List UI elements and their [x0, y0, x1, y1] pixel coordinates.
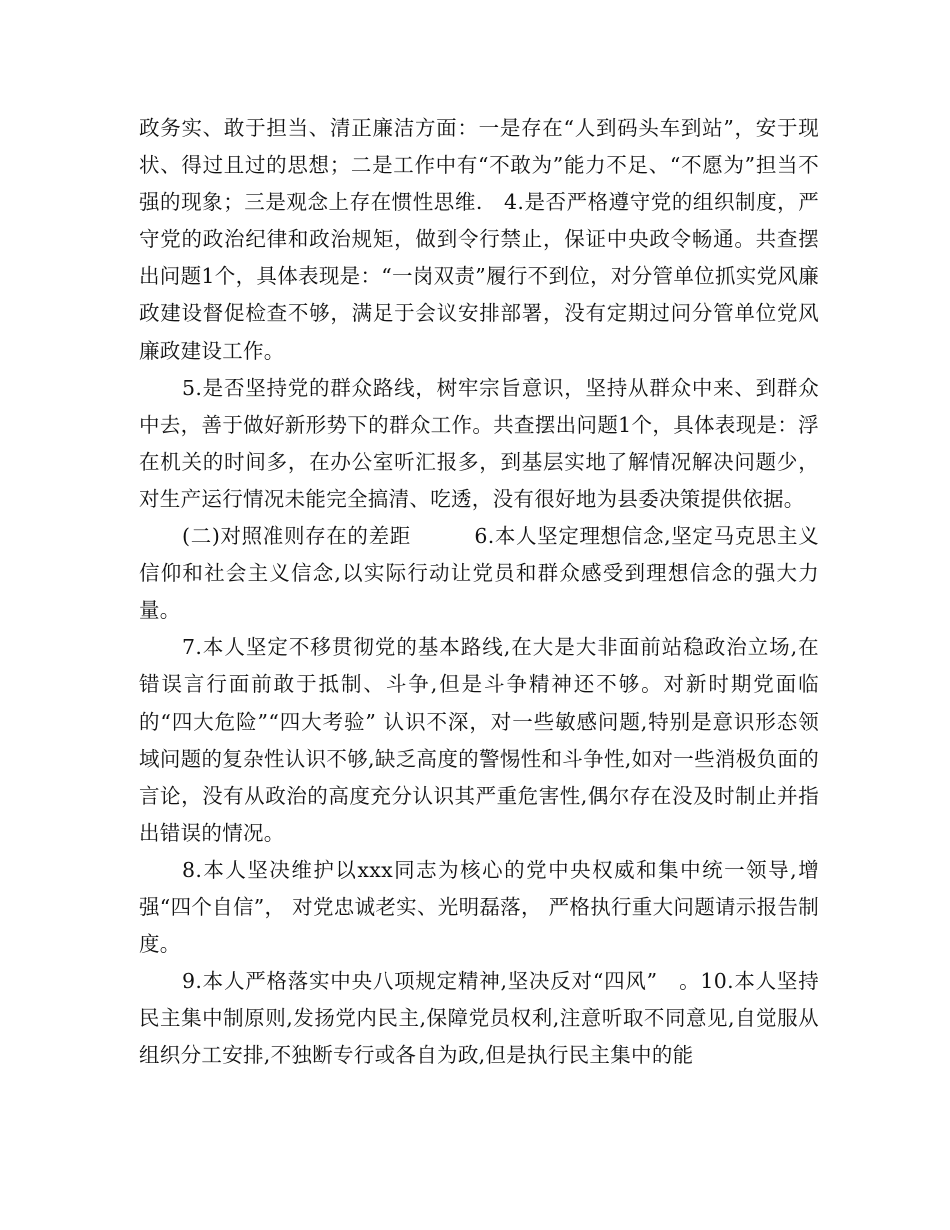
paragraph-6: 9.本人严格落实中央八项规定精神,坚决反对“四风” 。10.本人坚持民主集中制原则,发扬党内民主,保障党员权利,注意听取不同意见,自觉服从组织分工安排,不独断专行或各自为政,但是执行民主集中的能 [139, 969, 819, 1068]
paragraph-4: 7.本人坚定不移贯彻党的基本路线,在大是大非面前站稳政治立场,在错误言行面前敢于抵制、斗争,但是斗争精神还不够。对新时期党面临的“四大危险”“四大考验” 认识不深，对一些敏感问题,特别是意识形态领域问题的复杂性认识不够,缺乏高度的警惕性和斗争性,如对一些消极负面的言论，没有从政治的高度充分认识其严重危害性,偶尔存在没及时制止并指出错误的情况。 [139, 635, 819, 845]
paragraph-2: 5.是否坚持党的群众路线，树牢宗旨意识，坚持从群众中来、到群众中去，善于做好新形势下的群众工作。共查摆出问题1个，具体表现是：浮在机关的时间多，在办公室听汇报多，到基层实地了解情况解决问题少，对生产运行情况未能完全搞清、吃透，没有很好地为县委决策提供依据。 [139, 375, 819, 511]
paragraph-1: 政务实、敢于担当、清正廉洁方面：一是存在“人到码头车到站”，安于现状、得过且过的思想；二是工作中有“不敢为”能力不足、“不愿为”担当不强的现象；三是观念上存在惯性思维. 4.是否严格遵守党的组织制度，严守党的政治纪律和政治规矩，做到令行禁止，保证中央政令畅通。共查摆出问题1个，具体表现是：“一岗双责”履行不到位，对分管单位抓实党风廉政建设督促检查不够，满足于会议安排部署，没有定期过问分管单位党风廉政建设工作。 [139, 116, 819, 363]
paragraph-3: (二)对照准则存在的差距 6.本人坚定理想信念,坚定马克思主义信仰和社会主义信念,以实际行动让党员和群众感受到理想信念的强大力量。 [139, 524, 819, 623]
document-body [139, 110, 819, 1074]
paragraph-5: 8.本人坚决维护以xxx同志为核心的党中央权威和集中统一领导,增强“四个自信”， 对党忠诚老实、光明磊落， 严格执行重大问题请示报告制度。 [139, 857, 819, 957]
